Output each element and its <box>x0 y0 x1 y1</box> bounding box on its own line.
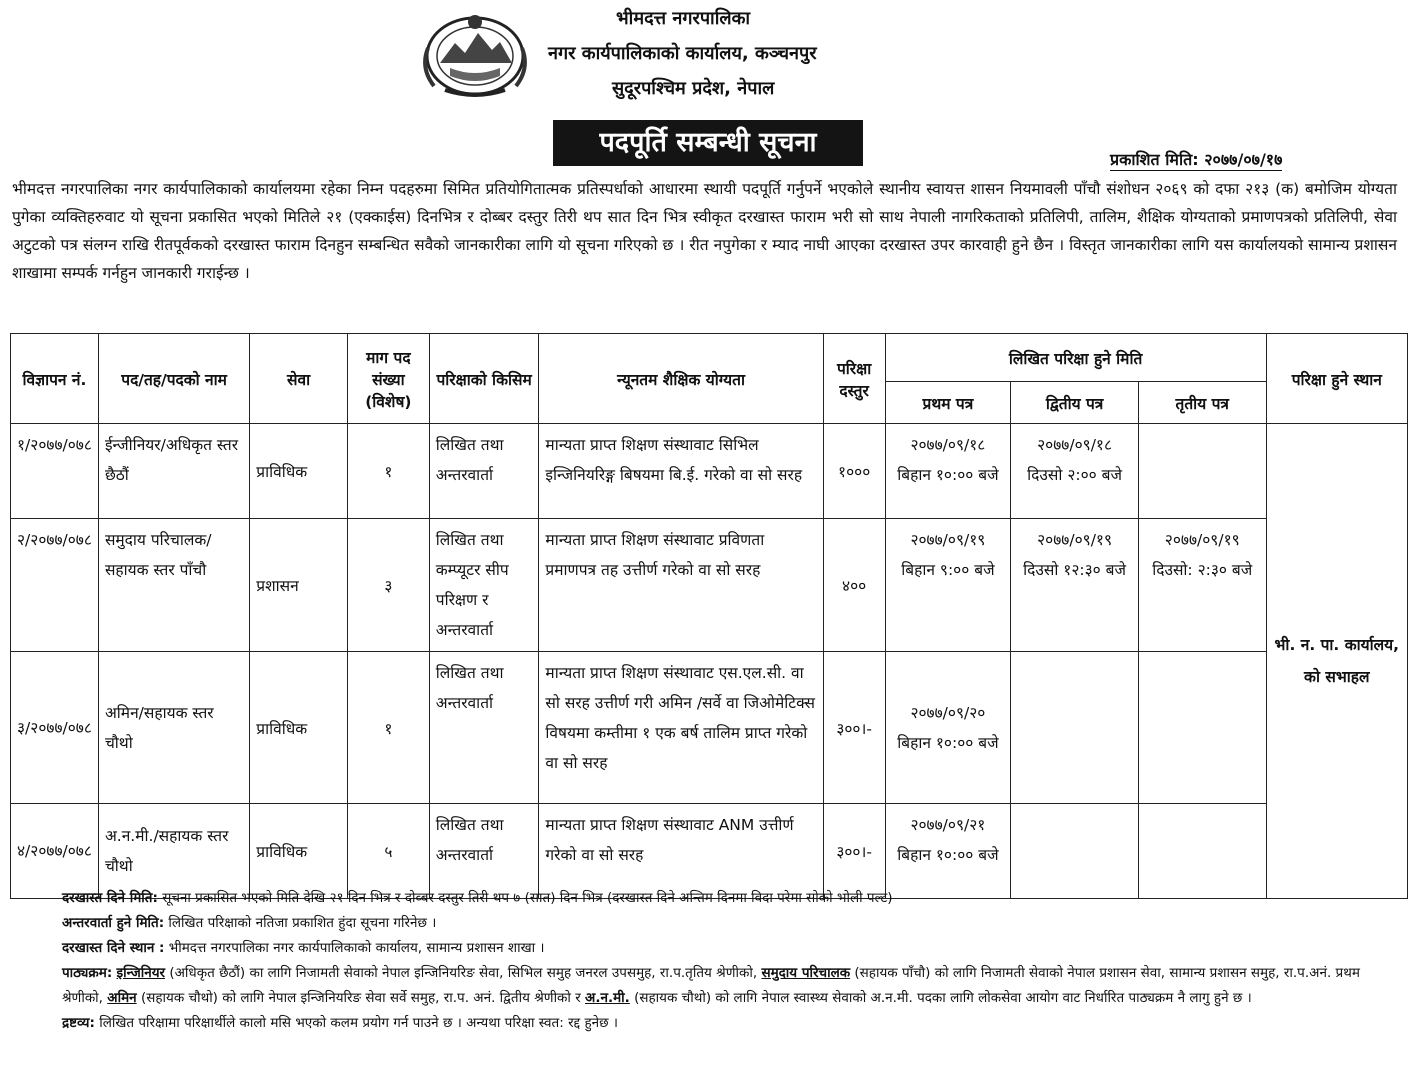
paper1-cell: २०७७/०९/१८ बिहान १०:०० बजे <box>885 424 1011 519</box>
fee-cell: ४०० <box>823 519 885 652</box>
exam-type-cell: लिखित तथा अन्तरवार्ता <box>429 804 539 899</box>
qualification-cell: मान्यता प्राप्त शिक्षण संस्थावाट ANM उत्तीर्ण गरेको वा सो सरह <box>539 804 823 899</box>
paper3-cell <box>1138 424 1266 519</box>
service-cell: प्रशासन <box>250 519 348 652</box>
apply-date-label: दरखास्त दिने मिति: <box>62 890 158 906</box>
fee-cell: ३००।- <box>823 804 885 899</box>
note-label: द्रष्टव्य: <box>62 1015 95 1031</box>
table-row <box>11 804 1408 899</box>
post-cell: ईन्जीनियर/अधिकृत स्तर छैठौं <box>98 424 249 519</box>
header-ad-no: विज्ञापन नं. <box>11 334 99 424</box>
header-qualification: न्यूनतम शैक्षिक योग्यता <box>539 334 823 424</box>
apply-place-text: भीमदत्त नगरपालिका नगर कार्यपालिकाको कार्यालय, सामान्य प्रशासन शाखा । <box>164 940 545 956</box>
note-text: लिखित परिक्षामा परिक्षार्थीले कालो मसि भएको कलम प्रयोग गर्न पाउने छ । अन्यथा परिक्षा स्वत: रद्द हुनेछ । <box>94 1015 618 1031</box>
venue-cell: भी. न. पा. कार्यालय, को सभाहल <box>1266 424 1407 899</box>
interview-line <box>62 911 1382 936</box>
paper3-cell <box>1138 652 1266 804</box>
interview-text: लिखित परिक्षाको नतिजा प्रकाशित हुंदा सूचना गरिनेछ । <box>164 915 437 931</box>
syllabus-text-1: (अधिकृत छैठौं) का लागि निजामती सेवाको नेपाल इन्जिनियरिङ सेवा, सिभिल समुह जनरल उपसमुह, रा.प.तृतिय श्रेणीको, <box>165 965 762 981</box>
demand-cell: ५ <box>347 804 429 899</box>
ad-no-cell: ३/२०७७/०७८ <box>11 652 99 804</box>
table-row <box>11 519 1408 652</box>
post-cell: अ.न.मी./सहायक स्तर चौथो <box>98 804 249 899</box>
exam-type-cell: लिखित तथा अन्तरवार्ता <box>429 424 539 519</box>
ad-no-cell: १/२०७७/०७८ <box>11 424 99 519</box>
demand-cell: १ <box>347 652 429 804</box>
demand-cell: ३ <box>347 519 429 652</box>
syllabus-text-2: (सहायक पाँचौ) को लागि निजामती सेवाको नेपाल प्रशासन सेवा, सामान्य प्रशासन समुह, रा.प.अनं. प्रथम श्रेणीको, <box>62 965 1360 1006</box>
paper1-cell: २०७७/०९/१९ बिहान ९:०० बजे <box>885 519 1011 652</box>
ad-no-cell: ४/२०७७/०७८ <box>11 804 99 899</box>
demand-cell: १ <box>347 424 429 519</box>
vacancy-table <box>10 333 1408 899</box>
paper1-cell: २०७७/०९/२० बिहान १०:०० बजे <box>885 652 1011 804</box>
paper2-cell: २०७७/०९/१८ दिउसो २:०० बजे <box>1011 424 1139 519</box>
fee-cell: ३००।- <box>823 652 885 804</box>
syllabus-engineer: इन्जिनियर <box>116 965 166 981</box>
letterhead <box>0 0 1413 110</box>
header-paper2: द्वितीय पत्र <box>1011 382 1139 424</box>
table-row <box>11 652 1408 804</box>
ad-no-cell: २/२०७७/०७८ <box>11 519 99 652</box>
header-paper3: तृतीय पत्र <box>1138 382 1266 424</box>
header-venue: परिक्षा हुने स्थान <box>1266 334 1407 424</box>
fee-cell: १००० <box>823 424 885 519</box>
syllabus-samudaya: समुदाय परिचालक <box>761 965 851 981</box>
header-written-date: लिखित परिक्षा हुने मिति <box>885 334 1266 382</box>
published-date: प्रकाशित मिति: २०७७/०७/१७ <box>1110 150 1283 169</box>
post-cell: समुदाय परिचालक/सहायक स्तर पाँचौ <box>98 519 249 652</box>
notice-title: पदपूर्ति सम्बन्धी सूचना <box>553 120 863 166</box>
header-service: सेवा <box>250 334 348 424</box>
header-fee: परिक्षा दस्तुर <box>823 334 885 424</box>
header-paper1: प्रथम पत्र <box>885 382 1011 424</box>
municipality-name: भीमदत्त नगरपालिका <box>616 8 751 29</box>
office-name: नगर कार्यपालिकाको कार्यालय, कञ्चनपुर <box>548 43 817 64</box>
apply-place-label: दरखास्त दिने स्थान : <box>62 940 165 956</box>
apply-date-line <box>62 886 1382 911</box>
exam-type-cell: लिखित तथा अन्तरवार्ता <box>429 652 539 804</box>
header-post: पद/तह/पदको नाम <box>98 334 249 424</box>
service-cell: प्राविधिक <box>250 804 348 899</box>
syllabus-anm: अ.न.मी. <box>585 990 630 1006</box>
paper1-cell: २०७७/०९/२१ बिहान १०:०० बजे <box>885 804 1011 899</box>
apply-place-line <box>62 936 1382 961</box>
exam-type-cell: लिखित तथा कम्प्यूटर सीप परिक्षण र अन्तरवार्ता <box>429 519 539 652</box>
paper2-cell <box>1011 652 1139 804</box>
paper2-cell <box>1011 804 1139 899</box>
post-cell: अमिन/सहायक स्तर चौथो <box>98 652 249 804</box>
syllabus-amin: अमिन <box>107 990 137 1006</box>
syllabus-text-3: (सहायक चौथो) को लागि नेपाल इन्जिनियरिङ सेवा सर्वे समुह, रा.प. अनं. द्वितीय श्रेणीको र <box>136 990 586 1006</box>
syllabus-text-4: (सहायक चौथो) को लागि नेपाल स्वास्थ्य सेवाको अ.न.मी. पदका लागि लोकसेवा आयोग वाट निर्धारित पाठ्यक्रम नै लागु हुने छ । <box>629 990 1252 1006</box>
qualification-cell: मान्यता प्राप्त शिक्षण संस्थावाट एस.एल.सी. वा सो सरह उत्तीर्ण गरी अमिन /सर्वे वा जिओमेटिक्स विषयमा कम्तीमा १ एक बर्ष तालिम प्राप्त गरेको वा सो सरह <box>539 652 823 804</box>
syllabus-label: पाठ्यक्रम: <box>62 965 113 981</box>
header-demand: माग पद संख्या (विशेष) <box>347 334 429 424</box>
table-row <box>11 424 1408 519</box>
syllabus-line <box>62 961 1382 1011</box>
nepal-government-emblem-icon <box>420 8 530 98</box>
notice-footer <box>62 886 1382 1036</box>
service-cell: प्राविधिक <box>250 424 348 519</box>
intro-paragraph: भीमदत्त नगरपालिका नगर कार्यपालिकाको कार्यालयमा रहेका निम्न पदहरुमा सिमित प्रतियोगितात्मक प्रतिस्पर्धाको आधारमा स्थायी पदपूर्ति गर्नुपर्ने भएकोले स्थानीय स्वायत्त शासन नियमावली पाँचौ संशोधन २०६९ को दफा २१३ (क) बमोजिम योग्यता पुगेका व्यक्तिहरुवाट यो सूचना प्रकासित भएको मितिले २१ (एक्काईस) दिनभित्र र दोब्बर दस्तुर तिरी थप सात दिन भित्र स्वीकृत दरखास्त फाराम भरी सो साथ नेपाली नागरिकताको प्रतिलिपी, तालिम, शैक्षिक योग्यताको प्रमाणपत्रको प्रतिलिपी, सेवा अटुटको पत्र संलग्न राखि रीतपूर्वकको दरखास्त फाराम दिनहुन सम्बन्धित सवैको जानकारीका लागि यो सूचना गरिएको छ । रीत नपुगेका र म्याद नाघी आएका दरखास्त उपर कारवाही हुने छैन । विस्तृत जानकारीका लागि यस कार्यालयको सामान्य प्रशासन शाखामा सम्पर्क गर्नहुन जानकारी गराईन्छ । <box>12 180 1397 282</box>
paper3-cell <box>1138 804 1266 899</box>
note-line <box>62 1011 1382 1036</box>
apply-date-text: सूचना प्रकासित भएको मिति देखि २१ दिन भित्र र दोव्बर दस्तुर तिरी थप ७ (सात) दिन भित्र (दरखास्त दिने अन्तिम दिनमा विदा परेमा सोको भोली पल्ट) <box>157 890 893 906</box>
header-exam-type: परिक्षाको किसिम <box>429 334 539 424</box>
qualification-cell: मान्यता प्राप्त शिक्षण संस्थावाट सिभिल इन्जिनियरिङ्ग बिषयमा बि.ई. गरेको वा सो सरह <box>539 424 823 519</box>
interview-label: अन्तरवार्ता हुने मिति: <box>62 915 165 931</box>
qualification-cell: मान्यता प्राप्त शिक्षण संस्थावाट प्रविणता प्रमाणपत्र तह उत्तीर्ण गरेको वा सो सरह <box>539 519 823 652</box>
paper3-cell: २०७७/०९/१९ दिउसो: २:३० बजे <box>1138 519 1266 652</box>
service-cell: प्राविधिक <box>250 652 348 804</box>
paper2-cell: २०७७/०९/१९ दिउसो १२:३० बजे <box>1011 519 1139 652</box>
province-name: सुदूरपश्चिम प्रदेश, नेपाल <box>612 78 775 99</box>
